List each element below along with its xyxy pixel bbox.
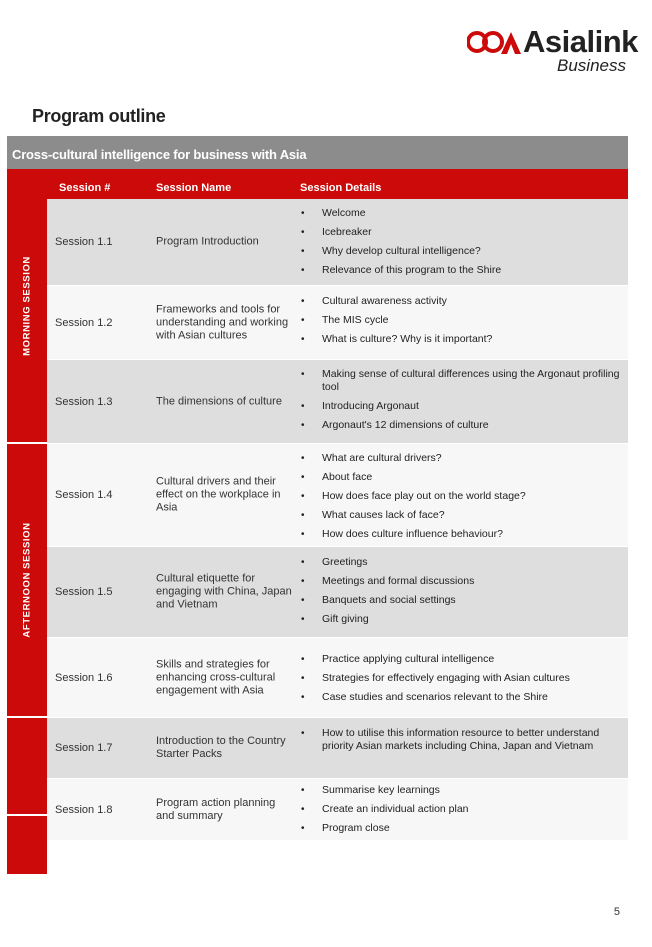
program-outline-table (7, 136, 628, 874)
session-detail-item: • Welcome (299, 207, 624, 220)
session-detail-item: • What causes lack of face? (299, 509, 624, 522)
session-detail-item: • Argonaut's 12 dimensions of culture (299, 419, 624, 432)
morning-session-label: MORNING SESSION (21, 256, 33, 356)
session-detail-item: • Summarise key learnings (299, 784, 624, 797)
table-banner: Cross-cultural intelligence for business with Asia (7, 136, 628, 169)
session-row (47, 443, 628, 546)
session-row (47, 637, 628, 717)
logo-subtitle: Business (557, 56, 626, 75)
session-number: Session 1.4 (55, 489, 113, 501)
asialink-logo-mark-icon (467, 28, 521, 56)
session-detail-item: • Icebreaker (299, 226, 624, 239)
session-detail-item: • Banquets and social settings (299, 594, 624, 607)
session-detail-item: • The MIS cycle (299, 314, 624, 327)
session-row (47, 778, 628, 840)
session-detail-item: • What is culture? Why is it important? (299, 333, 624, 346)
band-divider (7, 442, 47, 444)
session-detail-item: • Meetings and formal discussions (299, 575, 624, 588)
session-number: Session 1.2 (55, 316, 113, 329)
morning-session-band (7, 169, 47, 443)
session-details-list (299, 727, 624, 759)
session-detail-item: • About face (299, 471, 624, 484)
session-detail-item: • What are cultural drivers? (299, 452, 624, 465)
session-details-list (299, 295, 624, 352)
session-detail-item: • How does face play out on the world stage? (299, 490, 624, 503)
session-grid (7, 169, 628, 874)
session-name: Frameworks and tools for understanding and working with Asian cultures (156, 303, 289, 341)
session-details-list (299, 653, 624, 710)
session-detail-item: • Greetings (299, 556, 624, 569)
session-detail-item: • How does culture influence behaviour? (299, 528, 624, 541)
session-detail-item: • Gift giving (299, 613, 624, 626)
session-detail-item: • Why develop cultural intelligence? (299, 245, 624, 258)
header-session-num: Session # (59, 182, 111, 194)
session-detail-item: • Case studies and scenarios relevant to the Shire (299, 691, 624, 704)
header-session-details: Session Details (300, 182, 382, 194)
band-divider (7, 716, 47, 718)
session-name: Program action planning and summary (156, 796, 276, 822)
closing-session-band (7, 717, 47, 874)
page-number: 5 (613, 906, 620, 918)
session-details-list (299, 207, 624, 283)
session-details-list (299, 556, 624, 632)
session-number: Session 1.6 (55, 671, 113, 684)
logo-wordmark: Asialink (523, 24, 638, 59)
band-divider (7, 814, 47, 816)
session-detail-item: • Introducing Argonaut (299, 400, 624, 413)
session-detail-item: • Relevance of this program to the Shire (299, 264, 624, 277)
afternoon-session-label: AFTERNOON SESSION (21, 522, 33, 638)
session-name: The dimensions of culture (156, 395, 282, 407)
session-details-list (299, 368, 624, 438)
session-number: Session 1.7 (55, 742, 113, 754)
session-detail-item: • Create an individual action plan (299, 803, 624, 816)
page-title: Program outline (32, 106, 166, 126)
session-detail-item: • Program close (299, 822, 624, 835)
session-name: Skills and strategies for enhancing cross-cultural engagement with Asia (156, 658, 276, 696)
session-number: Session 1.3 (55, 395, 113, 408)
session-row (47, 546, 628, 637)
session-details-list (299, 452, 624, 547)
session-detail-item: • Cultural awareness activity (299, 295, 624, 308)
session-detail-item: • Making sense of cultural differences using the Argonaut profiling tool (299, 368, 624, 394)
asialink-logo (467, 22, 637, 78)
session-row (47, 359, 628, 443)
session-details-list (299, 784, 624, 841)
session-row (47, 199, 628, 285)
session-name: Introduction to the Country Starter Packs (156, 735, 286, 760)
session-number: Session 1.8 (55, 803, 113, 816)
afternoon-session-band (7, 443, 47, 717)
session-detail-item: • Practice applying cultural intelligence (299, 653, 624, 666)
session-detail-item: • How to utilise this information resource to better understand priority Asian markets including China, Japan and Vietnam (299, 727, 624, 753)
session-name: Cultural etiquette for engaging with China, Japan and Vietnam (156, 572, 292, 611)
session-row (47, 285, 628, 359)
session-number: Session 1.1 (55, 236, 113, 248)
table-header (47, 169, 628, 199)
session-name: Cultural drivers and their effect on the workplace in Asia (156, 475, 281, 514)
session-row (47, 717, 628, 778)
session-number: Session 1.5 (55, 586, 113, 598)
session-detail-item: • Strategies for effectively engaging with Asian cultures (299, 672, 624, 685)
header-session-name: Session Name (156, 182, 232, 194)
session-name: Program Introduction (156, 235, 259, 248)
